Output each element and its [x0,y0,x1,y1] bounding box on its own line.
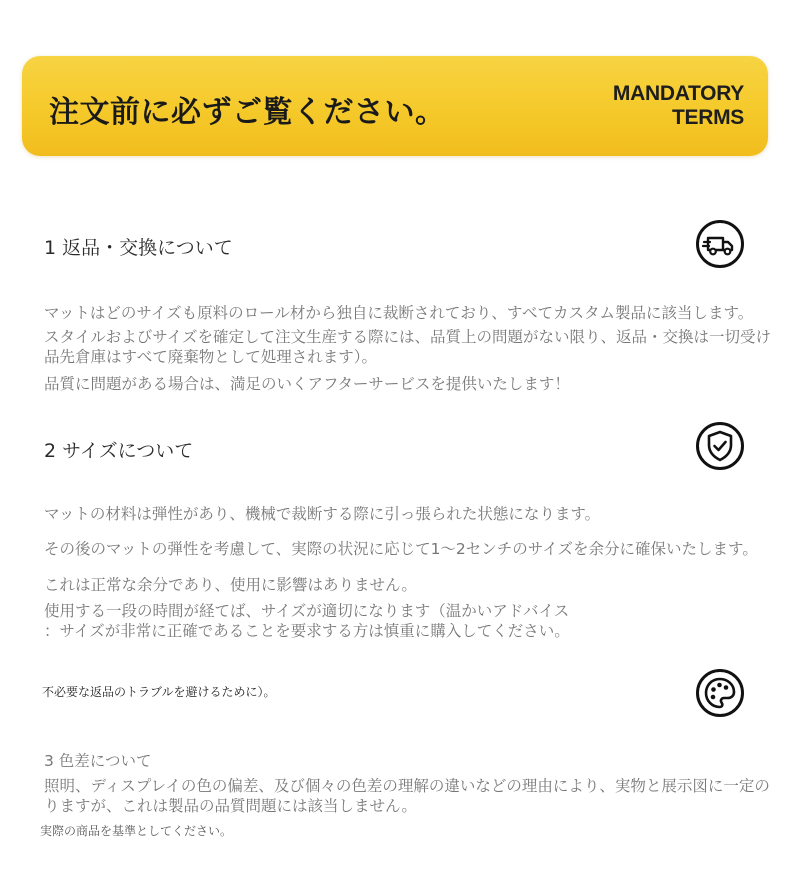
section3-heading: 3 色差について [44,752,152,770]
delivery-truck-icon [695,219,745,269]
section1-line-1: マットはどのサイズも原料のロール材から独自に裁断されており、すべてカスタム製品に該当します。 [44,304,754,322]
section3-line-2: りますが、これは製品の品質問題には該当しません。 [44,797,417,815]
section3-line-1: 照明、ディスプレイの色の偏差、及び個々の色差の理解の違いなどの理由により、実物と展示図に一定の [44,777,770,795]
section2-heading: 2 サイズについて [44,440,194,462]
header-banner [22,56,768,156]
section2-line-1: マットの材料は弾性があり、機械で裁断する際に引っ張られた状態になります。 [44,505,601,523]
section2-line-3: これは正常な余分であり、使用に影響はありません。 [44,576,417,594]
banner-subtitle [613,82,744,130]
banner-title: 注文前に必ずご覧ください。 [49,95,446,130]
section1-line-4: 品質に問題がある場合は、満足のいくアフターサービスを提供いたします！ [44,375,570,393]
section1-line-2: スタイルおよびサイズを確定して注文生産する際には、品質上の問題がない限り、返品・交換は一切受け [44,328,771,346]
section1-line-3: 品先倉庫はすべて廃棄物として処理されます）。 [44,348,377,366]
section2-line-2: その後のマットの弾性を考慮して、実際の状況に応じて1〜2センチのサイズを余分に確保いたします。 [44,540,758,558]
section2-line-5: ：サイズが非常に正確であることを要求する方は慎重に購入してください。 [44,622,570,640]
section2-line-6: 不必要な返品のトラブルを避けるために）。 [42,685,276,699]
shield-check-icon [695,421,745,471]
section3-line-3: 実際の商品を基準としてください。 [40,824,233,838]
section1-heading: 1 返品・交換について [44,237,233,259]
palette-icon [695,668,745,718]
banner-subtitle-line1: MANDATORY [612,82,744,105]
section2-line-4: 使用する一段の時間が経てば、サイズが適切になります（温かいアドバイス [44,602,570,620]
banner-subtitle-line2: TERMS [671,106,744,129]
